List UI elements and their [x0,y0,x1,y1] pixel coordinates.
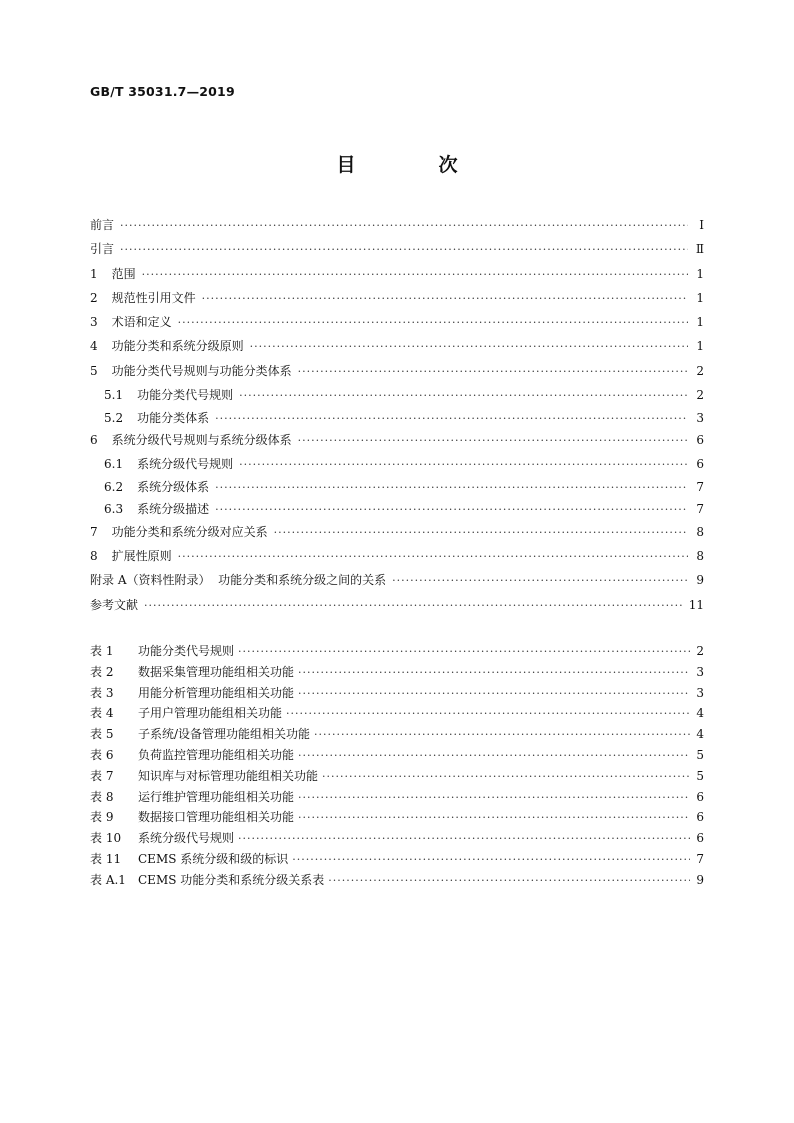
toc-entry-label: 引言 [90,242,115,257]
toc-entry-page: 1 [696,315,704,330]
table-list-page: 6 [696,831,704,846]
dot-leader [322,770,690,783]
table-list-page: 9 [696,872,704,887]
table-list-label: 功能分类代号规则 [138,644,235,658]
dot-leader [202,292,688,305]
table-list-number: 表 1 [90,644,114,658]
dot-leader [120,243,688,256]
toc-entry[interactable] [90,216,704,240]
toc-entry-page: 8 [696,524,704,539]
table-list-label: 知识库与对标管理功能组相关功能 [138,768,319,783]
toc-entry-number: 7 [90,524,98,539]
dot-leader [239,458,688,471]
toc-entry-label: 系统分级代号规则 [137,457,234,472]
toc-entry-page: 7 [696,502,704,517]
toc-entry[interactable] [90,240,704,264]
toc-entry-label: 功能分类体系 [137,410,210,425]
toc-entry-label: 附录 A（资料性附录） 功能分类和系统分级之间的关系 [90,573,387,588]
toc-entry-label: 系统分级描述 [137,502,210,517]
table-list-entry[interactable] [90,746,704,767]
toc-entry[interactable] [90,547,704,571]
toc-entry[interactable] [90,571,704,595]
toc-entry-label: 术语和定义 [111,315,172,330]
toc-entry-number: 3 [90,315,98,330]
table-list-entry[interactable] [90,704,704,725]
table-list-page: 3 [696,664,704,679]
dot-leader [250,340,688,353]
toc-entry-page: 3 [696,410,704,425]
toc-entry-number: 8 [90,549,98,564]
dot-leader [274,526,688,539]
table-list-number: 表 11 [90,851,122,866]
toc-entry-label: 功能分类代号规则 [137,388,234,403]
table-list-page: 7 [696,851,704,866]
toc-entry-label: 系统分级代号规则与系统分级体系 [111,433,292,448]
toc-entry[interactable] [90,337,704,361]
table-list-page: 4 [696,727,704,742]
toc-entry-number: 6.3 [104,502,124,517]
dot-leader [178,550,688,563]
table-list-label: 数据采集管理功能组相关功能 [138,664,295,679]
table-list-label: CEMS 功能分类和系统分级关系表 [138,872,325,887]
toc-entry-page: 7 [696,479,704,494]
toc-entry-number: 5 [90,363,98,378]
table-list-number: 表 5 [90,727,114,742]
toc-entry-page: 8 [696,549,704,564]
toc-entry-number: 1 [90,266,98,281]
toc-entry-page: 1 [696,266,704,281]
dot-leader [215,503,688,516]
toc-entry[interactable] [90,313,704,337]
table-list-entry[interactable] [90,663,704,684]
table-list-entry[interactable] [90,829,704,850]
toc-entry-number: 2 [90,290,98,305]
toc-entry-page: Ⅱ [695,242,704,257]
table-list-label: CEMS 系统分级和级的标识 [138,851,289,866]
page-title: 目 次 [336,154,490,176]
dot-leader [215,481,688,494]
toc-entry[interactable] [90,478,704,501]
toc-entry-label: 前言 [90,218,115,232]
dot-leader [392,574,688,587]
table-list-number: 表 7 [90,768,114,783]
toc-entry[interactable] [90,265,704,289]
dot-leader [215,412,688,425]
table-list-entry[interactable] [90,684,704,705]
table-list-page: 4 [696,706,704,721]
dot-leader [298,811,690,824]
table-list-entry[interactable] [90,725,704,746]
dot-leader [238,832,690,845]
toc-entry-number: 6.1 [104,457,124,472]
table-list-label: 用能分析管理功能组相关功能 [138,685,295,700]
table-list-page: 6 [696,789,704,804]
toc-entry[interactable] [90,289,704,313]
table-list-label: 子系统/设备管理功能组相关功能 [138,727,311,742]
table-list-entry[interactable] [90,767,704,788]
table-list-page: 5 [696,747,704,762]
toc-entry-label: 扩展性原则 [111,549,172,564]
table-list-entry[interactable] [90,788,704,809]
dot-leader [238,645,690,658]
toc-entry-label: 参考文献 [90,597,139,612]
dot-leader [298,749,690,762]
table-list-number: 表 9 [90,810,114,825]
toc-entry-label: 范围 [111,266,136,281]
table-list-entry[interactable] [90,871,704,892]
table-list-entry[interactable] [90,850,704,871]
dot-leader [120,219,688,232]
table-list-entry[interactable] [90,808,704,829]
toc-entry-page: 6 [696,433,704,448]
toc-entry-number: 6 [90,433,98,448]
toc-entry-page: 1 [696,339,704,354]
toc-entry-number: 5.1 [104,388,124,403]
table-list-number: 表 2 [90,664,114,679]
toc-entry-page: 2 [696,363,704,378]
toc-entry[interactable] [90,455,704,478]
toc-entry[interactable] [90,409,704,432]
toc-entry-page: Ⅰ [699,218,704,232]
toc-entry-label: 功能分类代号规则与功能分类体系 [111,363,292,378]
toc-entry-page: 6 [696,457,704,472]
dot-leader [298,365,688,378]
table-list-label: 负荷监控管理功能组相关功能 [138,747,295,762]
toc-entry-page: 2 [696,388,704,403]
dot-leader [292,853,690,866]
toc-entry-page: 9 [696,573,704,588]
toc-entry[interactable] [90,386,704,409]
dot-leader [328,874,690,887]
toc-entry-label: 系统分级体系 [137,479,210,494]
toc-entry[interactable] [90,523,704,547]
table-list-number: 表 3 [90,685,114,700]
table-list-label: 运行维护管理功能组相关功能 [138,789,295,804]
table-list-label: 系统分级代号规则 [138,831,235,846]
table-list-page: 6 [696,810,704,825]
dot-leader [178,316,688,329]
table-list-page: 2 [696,644,704,658]
toc-entry-page: 1 [696,290,704,305]
dot-leader [298,791,690,804]
toc-entry[interactable] [90,500,704,523]
table-of-contents [90,216,704,620]
toc-entry-label: 规范性引用文件 [111,290,196,305]
dot-leader [298,687,690,700]
dot-leader [239,389,688,402]
table-list-page: 3 [696,685,704,700]
dot-leader [314,728,690,741]
toc-entry[interactable] [90,596,704,620]
dot-leader [144,599,683,612]
table-list-number: 表 8 [90,789,114,804]
list-of-tables [90,642,704,892]
dot-leader [298,666,690,679]
toc-entry-number: 6.2 [104,479,124,494]
toc-entry-number: 4 [90,339,98,354]
toc-entry[interactable] [90,362,704,386]
table-list-number: 表 A.1 [90,872,126,887]
table-list-page: 5 [696,768,704,783]
table-list-number: 表 6 [90,747,114,762]
toc-entry-number: 5.2 [104,410,124,425]
table-list-entry[interactable] [90,642,704,663]
toc-entry-label: 功能分类和系统分级原则 [111,339,244,354]
dot-leader [142,268,688,281]
toc-entry-page: 11 [688,597,704,612]
dot-leader [286,707,690,720]
toc-entry-label: 功能分类和系统分级对应关系 [111,524,268,539]
table-list-label: 数据接口管理功能组相关功能 [138,810,295,825]
standard-code: GB/T 35031.7—2019 [90,84,235,99]
toc-entry[interactable] [90,431,704,455]
table-list-label: 子用户管理功能组相关功能 [138,706,283,721]
table-list-number: 表 10 [90,831,122,846]
dot-leader [298,434,688,447]
table-list-number: 表 4 [90,706,114,721]
